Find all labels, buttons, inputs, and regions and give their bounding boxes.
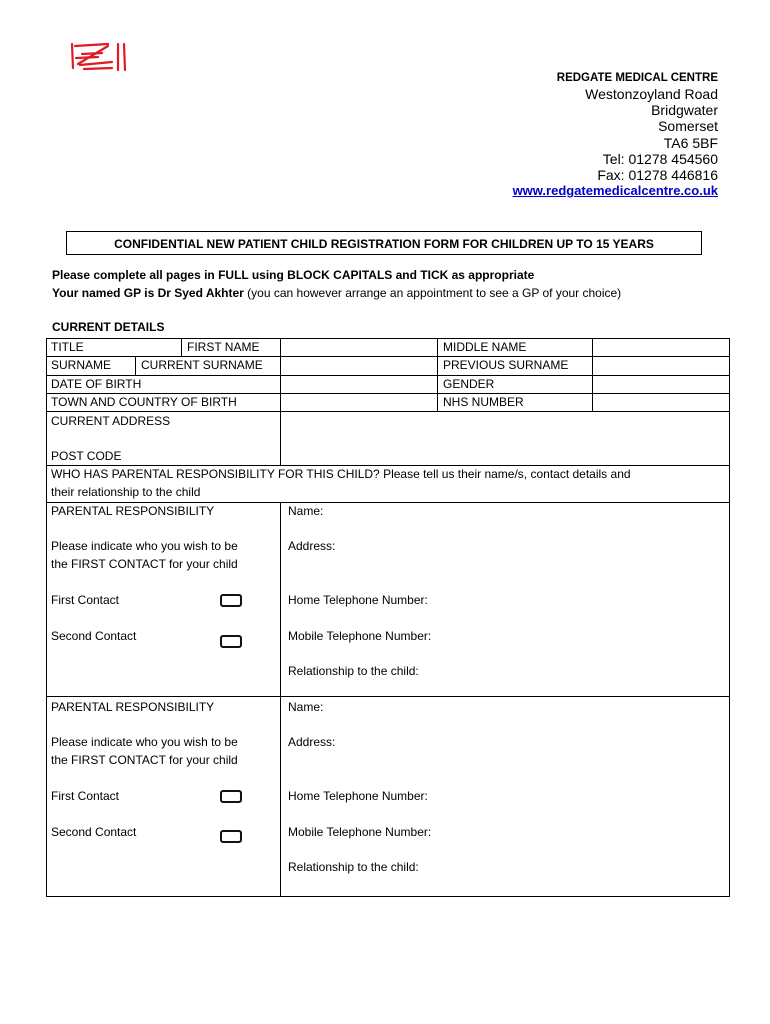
parental-question-line2: their relationship to the child	[51, 485, 201, 499]
practice-telephone: Tel: 01278 454560	[602, 150, 718, 167]
parental-responsibility-heading: PARENTAL RESPONSIBILITY	[51, 504, 215, 518]
form-title: CONFIDENTIAL NEW PATIENT CHILD REGISTRATION FORM FOR CHILDREN UP TO 15 YEARS	[66, 231, 702, 255]
named-gp-note: (you can however arrange an appointment to see a GP of your choice)	[243, 286, 622, 300]
parental-question-line1: WHO HAS PARENTAL RESPONSIBILITY FOR THIS CHILD? Please tell us their name/s, contact details and	[51, 467, 631, 481]
current-address-field[interactable]	[281, 412, 728, 464]
gender-label: GENDER	[443, 377, 495, 391]
relationship-label: Relationship to the child:	[288, 664, 419, 678]
first-contact-label: First Contact	[51, 789, 120, 803]
previous-surname-label: PREVIOUS SURNAME	[443, 358, 569, 372]
practice-logo	[68, 40, 132, 74]
instruction-block-capitals: Please complete all pages in FULL using BLOCK CAPITALS and TICK as appropriate	[52, 268, 535, 282]
home-telephone-label: Home Telephone Number:	[288, 593, 428, 607]
first-contact-instruction: Please indicate who you wish to be	[51, 539, 238, 553]
title-field[interactable]	[136, 339, 180, 356]
second-contact-checkbox[interactable]	[220, 830, 242, 843]
mobile-telephone-label: Mobile Telephone Number:	[288, 629, 432, 643]
parental-responsibility-heading: PARENTAL RESPONSIBILITY	[51, 700, 215, 714]
birthplace-label: TOWN AND COUNTRY OF BIRTH	[51, 395, 237, 409]
home-telephone-label: Home Telephone Number:	[288, 789, 428, 803]
nhs-number-label: NHS NUMBER	[443, 395, 524, 409]
first-contact-instruction-2: the FIRST CONTACT for your child	[51, 753, 238, 767]
birthplace-field[interactable]	[281, 394, 436, 411]
second-contact-checkbox[interactable]	[220, 635, 242, 648]
current-address-label: CURRENT ADDRESS	[51, 414, 171, 428]
second-contact-label: Second Contact	[51, 825, 137, 839]
parent-name-label: Name:	[288, 700, 324, 714]
practice-website-link[interactable]: www.redgatemedicalcentre.co.uk	[512, 183, 718, 199]
previous-surname-field[interactable]	[593, 357, 728, 374]
middle-name-label: MIDDLE NAME	[443, 340, 527, 354]
named-gp-line	[52, 285, 621, 302]
date-of-birth-field[interactable]	[281, 376, 436, 393]
address-line-postcode: TA6 5BF	[663, 134, 718, 151]
address-line-street: Westonzoyland Road	[585, 86, 718, 102]
first-contact-instruction-2: the FIRST CONTACT for your child	[51, 557, 238, 571]
current-details-heading: CURRENT DETAILS	[52, 320, 165, 334]
second-contact-label: Second Contact	[51, 629, 137, 643]
gender-field[interactable]	[593, 376, 728, 393]
date-of-birth-label: DATE OF BIRTH	[51, 377, 142, 391]
named-gp: Your named GP is Dr Syed Akhter	[52, 286, 244, 300]
post-code-label: POST CODE	[51, 449, 122, 463]
address-line-town: Bridgwater	[651, 102, 718, 119]
instruction-line	[52, 267, 534, 284]
first-name-label: FIRST NAME	[187, 340, 260, 354]
first-contact-checkbox[interactable]	[220, 790, 242, 803]
mobile-telephone-label: Mobile Telephone Number:	[288, 825, 432, 839]
practice-address-block	[513, 70, 718, 199]
parent-name-label: Name:	[288, 504, 324, 518]
parent-address-label: Address:	[288, 539, 336, 553]
practice-name: REDGATE MEDICAL CENTRE	[556, 72, 718, 84]
middle-name-field[interactable]	[593, 339, 728, 356]
surname-label: SURNAME	[51, 358, 112, 372]
first-contact-checkbox[interactable]	[220, 594, 242, 607]
parent-address-label: Address:	[288, 735, 336, 749]
title-label: TITLE	[51, 340, 84, 354]
address-line-county: Somerset	[658, 118, 718, 135]
first-contact-label: First Contact	[51, 593, 120, 607]
relationship-label: Relationship to the child:	[288, 860, 419, 874]
current-surname-label: CURRENT SURNAME	[141, 358, 263, 372]
nhs-number-field[interactable]	[593, 394, 728, 411]
current-surname-field[interactable]	[281, 357, 436, 374]
first-name-field[interactable]	[281, 339, 436, 356]
practice-fax: Fax: 01278 446816	[597, 167, 718, 184]
first-contact-instruction: Please indicate who you wish to be	[51, 735, 238, 749]
